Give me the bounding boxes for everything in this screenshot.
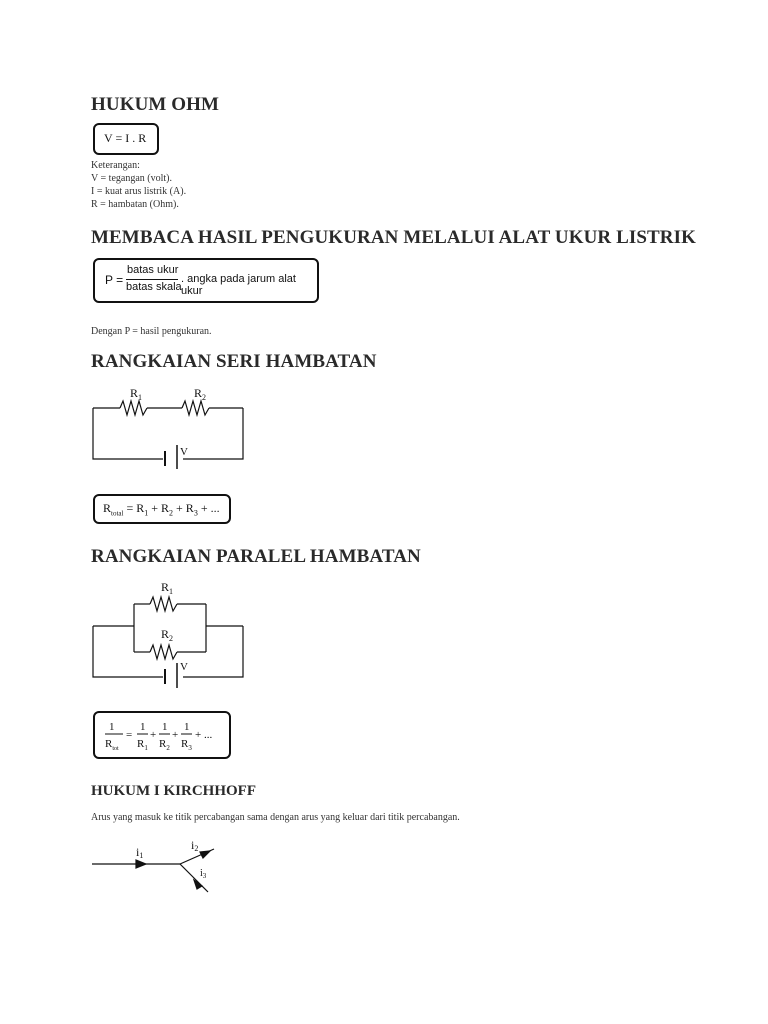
section-title-kirchhoff: HUKUM I KIRCHHOFF [91,783,256,799]
equals-sign: = [126,729,133,741]
series-formula-r-sub: total [111,509,124,518]
ohm-formula: V = I . R [104,131,147,145]
ohm-note-line: I = kuat arus listrik (A). [91,186,187,197]
series-formula-part: + R [173,501,194,515]
kirchhoff-i2-label: i2 [191,838,199,853]
frac-num: 1 [184,721,190,733]
series-formula-box [93,494,231,524]
measure-denominator: batas skala [126,281,182,293]
measure-formula-box [93,258,319,303]
fraction-bar [126,279,178,280]
kirchhoff-i1-label: i1 [136,845,144,860]
parallel-r2-label: $R_2$ [161,627,174,643]
resistor-r2-zigzag [182,401,209,415]
measure-numerator: batas ukur [127,264,179,276]
series-circuit-diagram [85,380,255,475]
resistor-r1-zigzag [120,401,147,415]
frac-den: $R_2$ [159,738,170,752]
series-formula-r: R [103,501,112,515]
arrow-i2-head [200,851,210,858]
series-v-label: V [180,446,188,458]
measure-lhs: P = [105,273,124,287]
parallel-v-label: V [180,661,188,673]
ohm-formula-box [93,123,159,155]
section-title-membaca-hasil: MEMBACA HASIL PENGUKURAN MELALUI ALAT UKUR LISTRIK [91,227,696,248]
frac-den: $R_1$ [137,738,148,752]
parallel-circuit-diagram [85,576,255,691]
ohm-note-line: V = tegangan (volt). [91,173,172,184]
kirchhoff-i3-label: $i_3$ [200,868,207,880]
frac-den: $R_{tot}$ [105,738,119,752]
measure-note: Dengan P = hasil pengukuran. [91,326,212,337]
ohm-note-line: Keterangan: [91,160,140,171]
frac-den: $R_3$ [181,738,192,752]
series-formula-part: + R [148,501,170,515]
measure-rest: . angka pada jarum alat ukur [181,273,296,297]
frac-num: 1 [140,721,146,733]
plus-sign: + [172,729,179,741]
ohm-notes [91,159,186,211]
series-formula-sub: 3 [193,508,198,518]
frac-num: 1 [162,721,168,733]
plus-sign: + [150,729,157,741]
section-title-rangkaian-paralel: RANGKAIAN PARALEL HAMBATAN [91,546,421,567]
frac-num: 1 [109,721,115,733]
ohm-note-line: R = hambatan (Ohm). [91,199,179,210]
section-title-rangkaian-seri: RANGKAIAN SERI HAMBATAN [91,351,377,372]
kirchhoff-junction-diagram [88,836,228,898]
arrow-i1-head [136,860,146,868]
series-formula-part: + ... [197,501,220,515]
series-formula-sub: 2 [169,508,174,518]
series-formula-sub: 1 [144,508,149,518]
parallel-r1-label: $R_1$ [161,580,174,596]
parallel-formula-box [93,711,231,759]
resistor-r2-zigzag [150,645,177,659]
series-r2-label: $R_2$ [194,386,207,402]
trailing-dots: + ... [195,729,213,741]
kirchhoff-text: Arus yang masuk ke titik percabangan sama dengan arus yang keluar dari titik percabangan. [91,812,460,823]
series-formula-part: = R [123,501,145,515]
series-r1-label: $R_1$ [130,386,143,402]
resistor-r1-zigzag [150,597,177,611]
section-title-hukum-ohm: HUKUM OHM [91,94,220,115]
